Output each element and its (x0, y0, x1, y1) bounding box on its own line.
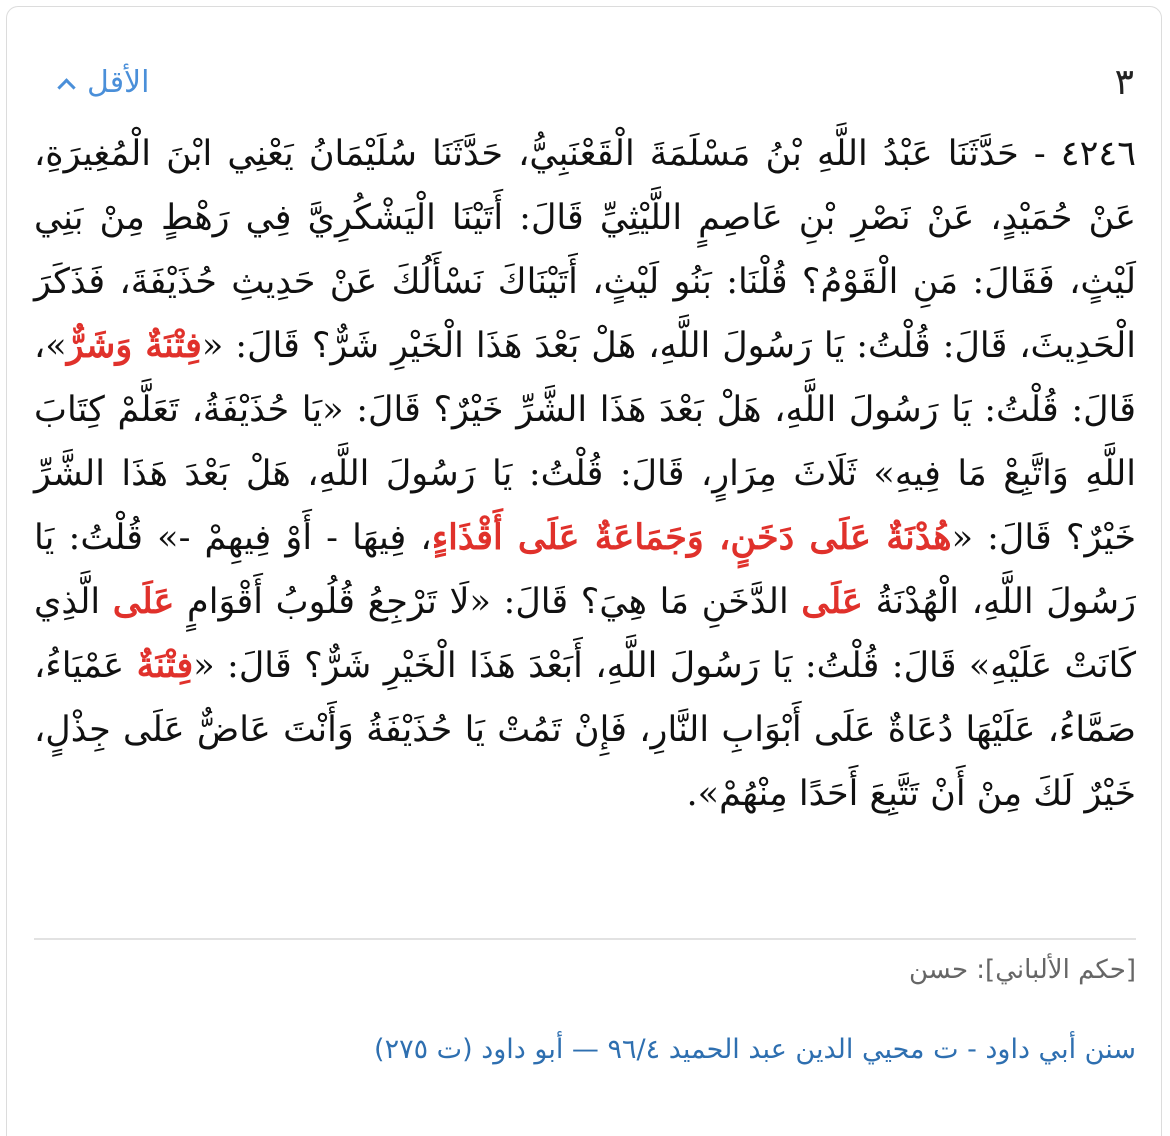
source-reference-link[interactable]: سنن أبي داود - ت محيي الدين عبد الحميد ٩٦/٤ — أبو داود (ت ٢٧٥) (374, 1034, 1136, 1065)
highlight-term: فِتْنَةٌ وَشَرٌّ (66, 325, 202, 366)
highlight-term: فِتْنَةٌ (136, 645, 194, 686)
divider (34, 938, 1136, 940)
show-less-toggle[interactable] (60, 58, 150, 108)
chevron-up-icon (57, 78, 75, 96)
hadith-segment: عَمْيَاءُ، صَمَّاءُ، عَلَيْهَا دُعَاةٌ عَلَى أَبْوَابِ النَّارِ، فَإِنْ تَمُتْ يَا حُذَيْفَةُ وَأَنْتَ عَاضٌّ عَلَى جِذْلٍ، خَيْرٌ لَكَ مِنْ أَنْ تَتَّبِعَ أَحَدًا مِنْهُمْ». (34, 646, 1136, 814)
hadith-segment: ، فِيهَا - أَوْ فِيهِمْ -» قُلْتُ: يَا رَسُولَ اللَّهِ، الْهُدْنَةُ (34, 518, 1136, 622)
show-less-label: الأقل (87, 65, 150, 100)
highlight-term: عَلَى (801, 581, 863, 622)
header-bar (60, 58, 1134, 108)
hadith-segment: ٤٢٤٦ - حَدَّثَنَا عَبْدُ اللَّهِ بْنُ مَسْلَمَةَ الْقَعْنَبِيُّ، حَدَّثَنَا سُلَيْمَانُ يَعْنِي ابْنَ الْمُغِيرَةِ، عَنْ حُمَيْدٍ، عَنْ نَصْرِ بْنِ عَاصِمٍ اللَّيْثِيِّ قَالَ: أَتَيْنَا الْيَشْكُرِيَّ فِي رَهْطٍ مِنْ بَنِي لَيْثٍ، فَقَالَ: مَنِ الْقَوْمُ؟ قُلْنَا: بَنُو لَيْثٍ، أَتَيْنَاكَ نَسْأَلُكَ عَنْ حَدِيثِ حُذَيْفَةَ، فَذَكَرَ الْحَدِيثَ، قَالَ: قُلْتُ: يَا رَسُولَ اللَّهِ، هَلْ بَعْدَ هَذَا الْخَيْرِ شَرٌّ؟ قَالَ: « (34, 134, 1137, 366)
hadith-segment: الدَّخَنِ مَا هِيَ؟ قَالَ: «لَا تَرْجِعُ قُلُوبُ أَقْوَامٍ (174, 582, 802, 622)
hadith-text (34, 122, 1136, 826)
highlight-term: هُدْنَةٌ عَلَى دَخَنٍ، وَجَمَاعَةٌ عَلَى أَقْذَاءٍ (431, 517, 952, 558)
hadith-segment: الَّذِي كَانَتْ عَلَيْهِ» قَالَ: قُلْتُ: يَا رَسُولَ اللَّهِ، أَبَعْدَ هَذَا الْخَيْرِ شَرٌّ؟ قَالَ: « (34, 582, 1136, 686)
highlight-term: عَلَى (112, 581, 175, 622)
albani-grade: [حكم الألباني]: حسن (908, 955, 1136, 985)
hadith-segment: »، قَالَ: قُلْتُ: يَا رَسُولَ اللَّهِ، هَلْ بَعْدَ هَذَا الشَّرِّ خَيْرٌ؟ قَالَ: «يَا حُذَيْفَةُ، تَعَلَّمْ كِتَابَ اللَّهِ وَاتَّبِعْ مَا فِيهِ» ثَلَاثَ مِرَارٍ، قَالَ: قُلْتُ: يَا رَسُولَ اللَّهِ، هَلْ بَعْدَ هَذَا الشَّرِّ خَيْرٌ؟ قَالَ: « (34, 326, 1136, 558)
page-number: ٣ (1114, 62, 1134, 103)
